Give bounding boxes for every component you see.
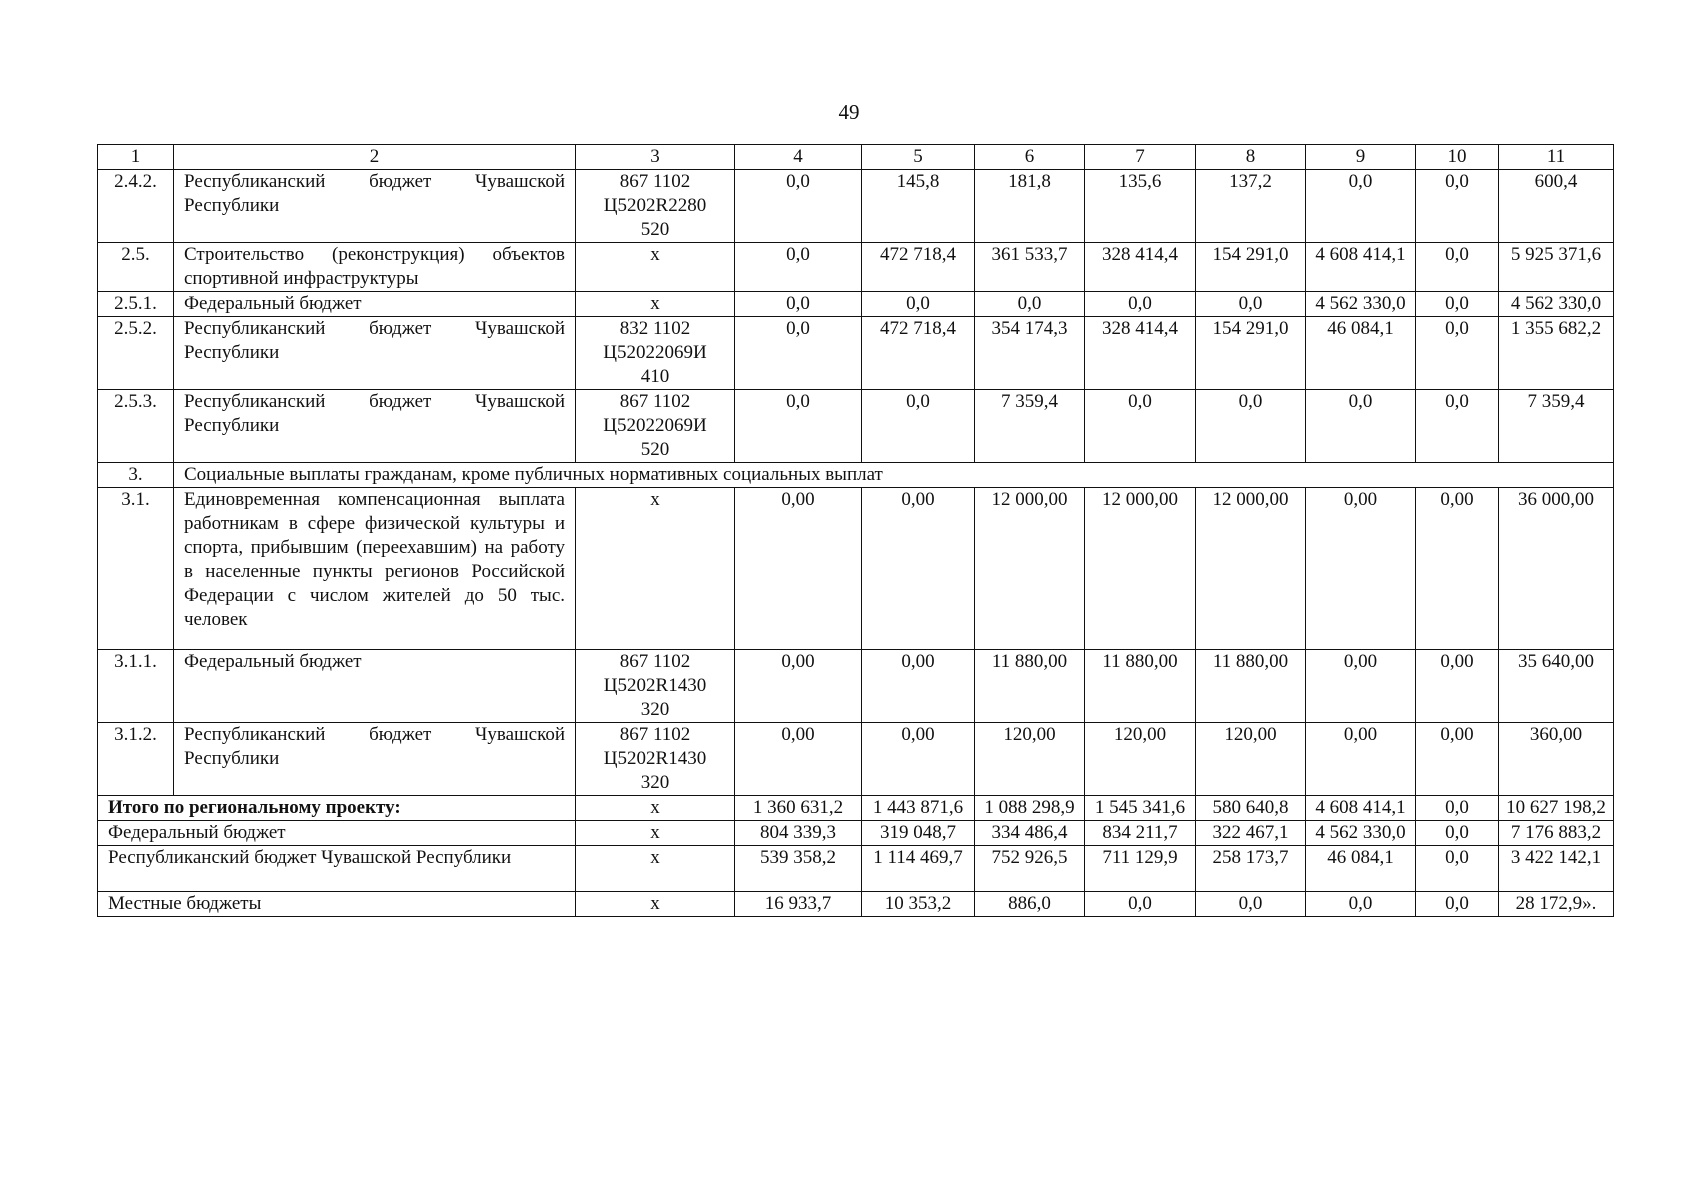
column-number-header: 1	[98, 145, 174, 170]
section-row	[98, 463, 1614, 488]
total-label: Итого по региональному проекту:	[98, 796, 576, 821]
value-cell: 135,6	[1085, 170, 1196, 243]
value-cell: 0,0	[1416, 317, 1499, 390]
row-index: 3.1.2.	[98, 723, 174, 796]
value-cell: 145,8	[862, 170, 975, 243]
table-row	[98, 723, 1614, 796]
value-cell: 0,0	[1416, 292, 1499, 317]
value-cell: 36 000,00	[1499, 488, 1614, 650]
value-cell: 0,00	[1306, 650, 1416, 723]
budget-code-line: x	[650, 293, 660, 314]
value-cell: 0,0	[1416, 243, 1499, 292]
value-cell: 46 084,1	[1306, 846, 1416, 892]
row-index: 2.5.3.	[98, 390, 174, 463]
value-cell: 28 172,9».	[1499, 892, 1614, 917]
value-cell: 804 339,3	[735, 821, 862, 846]
value-cell: 11 880,00	[975, 650, 1085, 723]
value-cell: 0,00	[735, 488, 862, 650]
row-name: Единовременная компенсационная выплата работникам в сфере физической культуры и спорта, прибывшим (переехавшим) на работу в населенные пункты регионов Российской Федерации с числом жителей до 50 тыс. человек	[174, 488, 576, 650]
value-cell: 580 640,8	[1196, 796, 1306, 821]
value-cell: 4 608 414,1	[1306, 243, 1416, 292]
value-cell: 0,0	[1416, 390, 1499, 463]
budget-code-line: 867 1102	[619, 724, 691, 745]
value-cell: 0,00	[862, 650, 975, 723]
budget-code	[576, 390, 735, 463]
column-number-header: 10	[1416, 145, 1499, 170]
budget-code	[576, 170, 735, 243]
budget-code-line: 320	[640, 772, 670, 793]
value-cell: 1 360 631,2	[735, 796, 862, 821]
total-label: Местные бюджеты	[98, 892, 576, 917]
table-row	[98, 317, 1614, 390]
value-cell: 0,00	[1416, 650, 1499, 723]
value-cell: 258 173,7	[1196, 846, 1306, 892]
value-cell: 328 414,4	[1085, 317, 1196, 390]
value-cell: 360,00	[1499, 723, 1614, 796]
value-cell: 0,0	[862, 390, 975, 463]
value-cell: 154 291,0	[1196, 243, 1306, 292]
column-number-header: 11	[1499, 145, 1614, 170]
row-name: Федеральный бюджет	[174, 650, 576, 723]
value-cell: 0,0	[1196, 292, 1306, 317]
value-cell: 0,00	[1306, 723, 1416, 796]
table-row	[98, 292, 1614, 317]
section-title: Социальные выплаты гражданам, кроме публичных нормативных социальных выплат	[174, 463, 1614, 488]
budget-code: x	[576, 821, 735, 846]
value-cell: 11 880,00	[1085, 650, 1196, 723]
value-cell: 4 562 330,0	[1306, 821, 1416, 846]
value-cell: 4 562 330,0	[1306, 292, 1416, 317]
budget-code-line: Ц52022069И	[603, 342, 707, 363]
value-cell: 0,0	[1306, 390, 1416, 463]
value-cell: 181,8	[975, 170, 1085, 243]
budget-code-line: Ц5202R1430	[603, 748, 707, 769]
value-cell: 0,00	[1416, 723, 1499, 796]
budget-code: x	[576, 796, 735, 821]
value-cell: 120,00	[1196, 723, 1306, 796]
value-cell: 0,0	[735, 390, 862, 463]
value-cell: 0,0	[735, 243, 862, 292]
total-row	[98, 892, 1614, 917]
value-cell: 0,0	[1416, 821, 1499, 846]
value-cell: 12 000,00	[975, 488, 1085, 650]
value-cell: 0,0	[1416, 796, 1499, 821]
value-cell: 0,0	[975, 292, 1085, 317]
budget-code-line: x	[650, 244, 660, 265]
budget-code-line: 520	[640, 219, 670, 240]
row-name: Республиканский бюджет Чувашской Республики	[174, 390, 576, 463]
value-cell: 472 718,4	[862, 317, 975, 390]
page-number: 49	[838, 100, 860, 124]
value-cell: 322 467,1	[1196, 821, 1306, 846]
table-row	[98, 243, 1614, 292]
value-cell: 0,0	[735, 292, 862, 317]
budget-code-line: Ц5202R1430	[603, 675, 707, 696]
budget-code	[576, 488, 735, 650]
value-cell: 0,0	[1416, 846, 1499, 892]
budget-code: x	[576, 846, 735, 892]
value-cell: 0,0	[1196, 390, 1306, 463]
column-number-header: 8	[1196, 145, 1306, 170]
row-index: 2.5.2.	[98, 317, 174, 390]
value-cell: 7 176 883,2	[1499, 821, 1614, 846]
row-name: Республиканский бюджет Чувашской Республики	[174, 723, 576, 796]
total-label: Федеральный бюджет	[98, 821, 576, 846]
value-cell: 0,00	[735, 723, 862, 796]
value-cell: 0,0	[862, 292, 975, 317]
budget-code-line: Ц52022069И	[603, 415, 707, 436]
value-cell: 600,4	[1499, 170, 1614, 243]
value-cell: 539 358,2	[735, 846, 862, 892]
budget-code	[576, 650, 735, 723]
header-row	[98, 145, 1614, 170]
row-index: 2.4.2.	[98, 170, 174, 243]
table-row	[98, 390, 1614, 463]
value-cell: 35 640,00	[1499, 650, 1614, 723]
row-name: Республиканский бюджет Чувашской Республики	[174, 170, 576, 243]
budget-code-line: Ц5202R2280	[603, 195, 707, 216]
value-cell: 10 353,2	[862, 892, 975, 917]
value-cell: 3 422 142,1	[1499, 846, 1614, 892]
value-cell: 328 414,4	[1085, 243, 1196, 292]
total-label: Республиканский бюджет Чувашской Республики	[98, 846, 576, 892]
value-cell: 0,0	[1416, 892, 1499, 917]
value-cell: 1 443 871,6	[862, 796, 975, 821]
column-number-header: 3	[576, 145, 735, 170]
value-cell: 1 114 469,7	[862, 846, 975, 892]
value-cell: 0,00	[735, 650, 862, 723]
value-cell: 0,0	[1306, 170, 1416, 243]
budget-code-line: x	[650, 489, 660, 510]
value-cell: 4 608 414,1	[1306, 796, 1416, 821]
value-cell: 0,00	[862, 723, 975, 796]
budget-table	[97, 144, 1614, 917]
value-cell: 319 048,7	[862, 821, 975, 846]
row-name: Строительство (реконструкция) объектов спортивной инфраструктуры	[174, 243, 576, 292]
row-index: 3.1.1.	[98, 650, 174, 723]
column-number-header: 4	[735, 145, 862, 170]
value-cell: 12 000,00	[1085, 488, 1196, 650]
total-row	[98, 846, 1614, 892]
value-cell: 0,0	[735, 170, 862, 243]
row-name: Федеральный бюджет	[174, 292, 576, 317]
budget-code-line: 867 1102	[619, 651, 691, 672]
column-number-header: 2	[174, 145, 576, 170]
value-cell: 12 000,00	[1196, 488, 1306, 650]
value-cell: 0,0	[735, 317, 862, 390]
value-cell: 137,2	[1196, 170, 1306, 243]
value-cell: 0,0	[1085, 390, 1196, 463]
budget-code-line: 410	[640, 366, 670, 387]
value-cell: 11 880,00	[1196, 650, 1306, 723]
value-cell: 7 359,4	[1499, 390, 1614, 463]
budget-code-line: 320	[640, 699, 670, 720]
value-cell: 711 129,9	[1085, 846, 1196, 892]
row-index: 2.5.	[98, 243, 174, 292]
budget-code-line: 867 1102	[619, 391, 691, 412]
value-cell: 361 533,7	[975, 243, 1085, 292]
value-cell: 120,00	[1085, 723, 1196, 796]
value-cell: 0,0	[1306, 892, 1416, 917]
total-row	[98, 821, 1614, 846]
value-cell: 354 174,3	[975, 317, 1085, 390]
value-cell: 0,0	[1085, 892, 1196, 917]
budget-code-line: 867 1102	[619, 171, 691, 192]
value-cell: 5 925 371,6	[1499, 243, 1614, 292]
value-cell: 0,0	[1085, 292, 1196, 317]
row-name: Республиканский бюджет Чувашской Республики	[174, 317, 576, 390]
budget-code-line: 520	[640, 439, 670, 460]
value-cell: 472 718,4	[862, 243, 975, 292]
value-cell: 120,00	[975, 723, 1085, 796]
value-cell: 1 088 298,9	[975, 796, 1085, 821]
value-cell: 0,00	[1306, 488, 1416, 650]
value-cell: 7 359,4	[975, 390, 1085, 463]
value-cell: 46 084,1	[1306, 317, 1416, 390]
column-number-header: 6	[975, 145, 1085, 170]
total-row	[98, 796, 1614, 821]
budget-code: x	[576, 892, 735, 917]
value-cell: 752 926,5	[975, 846, 1085, 892]
value-cell: 10 627 198,2	[1499, 796, 1614, 821]
budget-code	[576, 243, 735, 292]
budget-code-line: 832 1102	[619, 318, 691, 339]
value-cell: 4 562 330,0	[1499, 292, 1614, 317]
value-cell: 0,0	[1416, 170, 1499, 243]
value-cell: 886,0	[975, 892, 1085, 917]
value-cell: 834 211,7	[1085, 821, 1196, 846]
value-cell: 16 933,7	[735, 892, 862, 917]
budget-code	[576, 723, 735, 796]
table-row	[98, 170, 1614, 243]
column-number-header: 7	[1085, 145, 1196, 170]
column-number-header: 9	[1306, 145, 1416, 170]
value-cell: 334 486,4	[975, 821, 1085, 846]
value-cell: 1 545 341,6	[1085, 796, 1196, 821]
budget-code	[576, 292, 735, 317]
value-cell: 0,0	[1196, 892, 1306, 917]
value-cell: 0,00	[862, 488, 975, 650]
table-row	[98, 650, 1614, 723]
table-row	[98, 488, 1614, 650]
row-index: 2.5.1.	[98, 292, 174, 317]
row-index: 3.	[98, 463, 174, 488]
row-index: 3.1.	[98, 488, 174, 650]
value-cell: 0,00	[1416, 488, 1499, 650]
value-cell: 154 291,0	[1196, 317, 1306, 390]
value-cell: 1 355 682,2	[1499, 317, 1614, 390]
budget-code	[576, 317, 735, 390]
column-number-header: 5	[862, 145, 975, 170]
